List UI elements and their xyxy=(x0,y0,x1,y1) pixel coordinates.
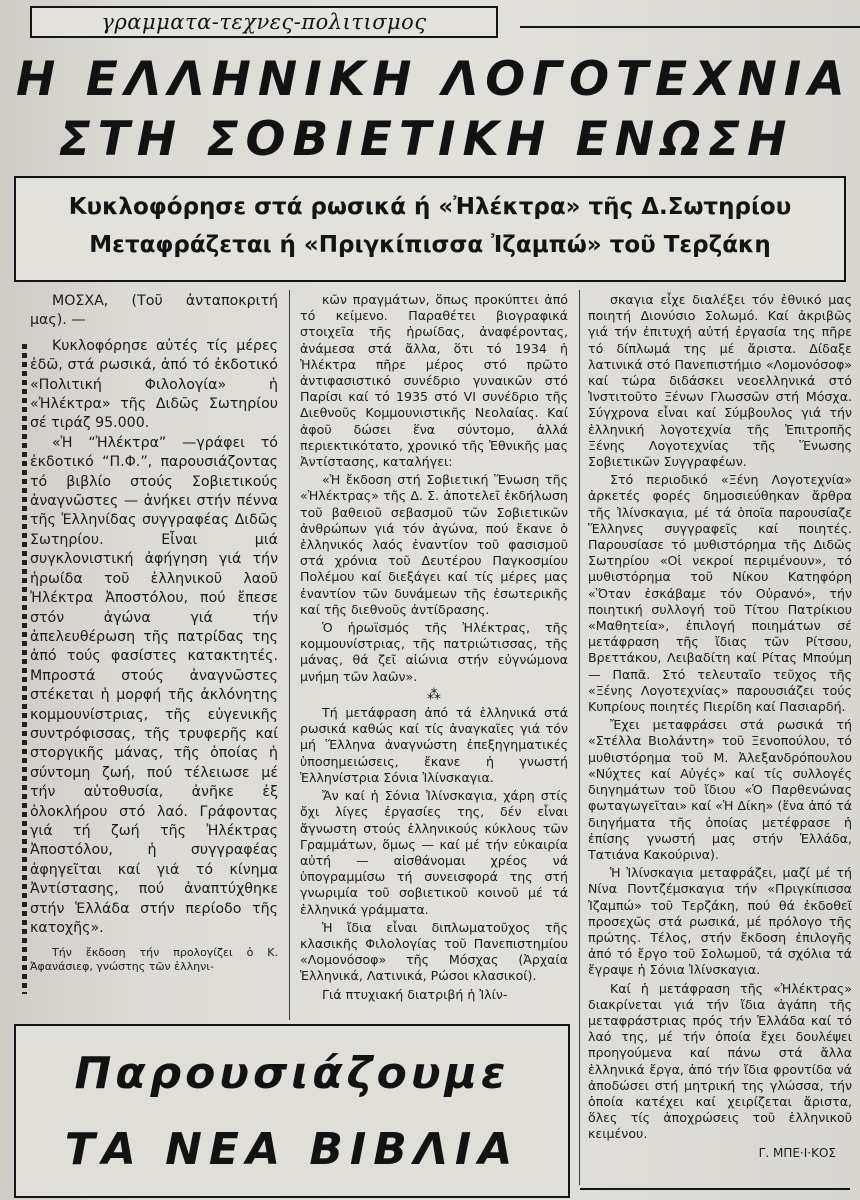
section-label: γραμματα-τεχνες-πολιτισμος xyxy=(30,6,498,38)
section-separator: ⁂ xyxy=(427,686,441,703)
column-rule-1 xyxy=(289,290,290,1020)
paragraph: Ἄν καί ἡ Σόνια Ἰλίνσκαγια, χάρη στίς ὄχι λίγες ἐργασίες της, δέν εἶναι ἄγνωστη στούς ἑλληνικούς κύκλους τῶν Γραμμάτων, ὅμως — καί μέ τήν εὐκαιρία αὐτή — αἰσθάνομαι χρέος νά ὑπογραμμίσω τή συνεισφορά της στή γνωριμία τοῦ σοβιετικοῦ κοινοῦ μέ τά ἑλληνικά γράμματα. xyxy=(300,788,568,917)
paragraph: Κυκλοφόρησε αὐτές τίς μέρες ἐδῶ, στά ρωσικά, ἀπό τό ἐκδοτικό «Πολιτική Φιλολογία» ἡ «Ἠλέκτρα» τῆς Διδῶς Σωτηρίου σέ τιράζ 95.000. xyxy=(30,337,278,432)
paragraph: Ἔχει μεταφράσει στά ρωσικά τή «Στέλλα Βιολάντη» τοῦ Ξενοπούλου, τό μυθιστόρημα τοῦ Μ. Ἀλεξανδρόπουλου «Νύχτες καί Αὐγές» καί τίς συλλογές διηγημάτων τοῦ ἴδιου «Ὁ Παρθενώνας φωταγωγεῖται» καί «Ἡ Δίκη» (ἕνα ἀπό τά διηγήματα τῆς ὁποίας μετέφρασε ἡ ἐπίσης γνωστή μας στήν Ἑλλάδα, Τατιάνα Κακούρινα). xyxy=(588,717,852,862)
quote-paragraph: «Ἡ ἔκδοση στή Σοβιετική Ἕνωση τῆς «Ἠλέκτρας» τῆς Δ. Σ. ἀποτελεῖ ἐκδήλωση τοῦ βαθειοῦ σεβασμοῦ τῶν Σοβιετικῶν ἀνθρώπων γιά τόν ἀγώνα, πού ἔκανε ὁ ἑλληνικός λαός ἐναντίον τοῦ φασισμοῦ στά χρόνια τοῦ Δευτέρου Παγκοσμίου Πολέμου καί διεξάγει καί τίς μέρες μας ἐναντίον τῶν δυνάμεων τῆς ἐσωτερικῆς καί τῆς διεθνοῦς ἀντίδρασης. xyxy=(300,472,568,617)
new-books-heading-1: Παρουσιάζουμε xyxy=(74,1048,510,1099)
paragraph: «Ἡ “Ἠλέκτρα” —γράφει τό ἐκδοτικό “Π.Φ.”, παρουσιάζοντας τό βιβλίο στούς Σοβιετικούς ἀναγνῶστες — ἀνήκει στήν πέννα τῆς Ἑλληνίδας συγγραφέας Διδῶς Σωτηρίου. Εἶναι μιά συγκλονιστική ἀφήγηση γιά τήν ἡρωίδα τοῦ ἑλληνικοῦ λαοῦ Ἠλέκτρα Ἀποστόλου, πού ἔπεσε στόν ἀγώνα γιά τήν ἀπελευθέρωση τῆς πατρίδας της ἀπό τούς φασίστες κατακτητές. Μπροστά στούς ἀναγνῶστες στέκεται ἡ μορφή τῆς ἀκλόνητης κομμουνίστριας, τῆς εὐγενικῆς συντρόφισσας, τῆς τρυφερῆς καί στοργικῆς μάνας, τῆς ὁποίας ἡ σύντομη ζωή, πού τέλειωσε μέ τήν αὐτοθυσία, ἀνῆκε ἐξ ὁλοκλήρου στό λαό. Γράφοντας γιά τή ζωή τῆς Ἠλέκτρας Ἀποστόλου, ἡ συγγραφέας ἀφηγεῖται καί γιά τό κίνημα Ἀντίστασης, πού ἀναπτύχθηκε στήν Ἑλλάδα στήν περίοδο τῆς κατοχῆς». xyxy=(30,434,278,936)
article-column-2 xyxy=(300,292,568,1040)
new-books-heading-2: ΤΑ ΝΕΑ ΒΙΒΛΙΑ xyxy=(64,1124,520,1175)
subheadline-line-1: Κυκλοφόρησε στά ρωσικά ή «Ἠλέκτρα» τῆς Δ.Σωτηρίου xyxy=(68,194,792,220)
dateline: ΜΟΣΧΑ, (Τοῦ ἀνταποκριτή μας). — xyxy=(30,293,278,329)
article-column-1 xyxy=(30,292,278,1012)
paragraph: Στό περιοδικό «Ξένη Λογοτεχνία» ἀρκετές φορές δημοσιεύθηκαν ἄρθρα τῆς Ἰλίνσκαγια, μέ τά ὁποῖα παρουσίαζε Ἕλληνες συγγραφεῖς καί ποιητές. Παρουσίασε τό μυθιστόρημα τῆς Διδῶς Σωτηρίου «Οἱ νεκροί περιμένουν», τό μυθιστόρημα τοῦ Νίκου Κατηφόρη «Ὅταν ἐσκάβαμε τόν Οὐρανό», τήν ποιητική συλλογή τοῦ Τίτου Πατρίκιου «Μαθητεία», ἐπιλογή ποιημάτων σέ μετάφραση τῆς ἴδιας τῶν Ρίτσου, Βρεττάκου, Λειβαδίτη καί Ρίτας Μπούμη — Παπᾶ. Στό τελευταῖο τεῦχος τῆς «Ξένης Λογοτεχνίας» παρουσιάζει τούς Κυπρίους ποιητές Πιερίδη καί Πασιαρδή. xyxy=(588,472,852,715)
dotted-margin-rule xyxy=(22,344,27,994)
subheadline-box xyxy=(14,176,846,282)
headline-line-2: ΣΤΗ ΣΟΒΙΕΤΙΚΗ ΕΝΩΣΗ xyxy=(58,112,794,167)
bottom-rule xyxy=(580,1188,850,1190)
paragraph: κῶν πραγμάτων, ὅπως προκύπτει ἀπό τό κείμενο. Παραθέτει βιογραφικά στοιχεῖα τῆς ἡρωίδας, ἀναφέροντας, ἀνάμεσα στά ἄλλα, ὅτι τό 1934 ἡ Ἠλέκτρα πῆρε μέρος στό πρῶτο ἀντιφασιστικό συνέδριο γυναικῶν στό Παρίσι καί τό 1935 στό VI συνέδριο τῆς Διεθνοῦς Κομμουνιστικῆς Νεολαίας. Καί ἀφοῦ δώσει ἕνα σύντομο, ἀλλά περιεκτικότατο, χρονικό τῆς Ἐθνικῆς μας Ἀντίστασης, καταλήγει: xyxy=(300,292,568,470)
paragraph: Τή μετάφραση ἀπό τά ἑλληνικά στά ρωσικά καθώς καί τίς ἀναγκαῖες γιά τόν μή Ἕλληνα ἀναγνώστη ἐπεξηγηματικές ὑποσημειώσεις, ἔκανε ἡ γνωστή Ἑλληνίστρια Σόνια Ἰλίνσκαγια. xyxy=(300,705,568,785)
top-rule xyxy=(520,26,860,28)
article-column-3 xyxy=(588,292,852,1188)
new-books-box xyxy=(14,1024,570,1198)
column-rule-2 xyxy=(579,290,580,1185)
paragraph: Ἡ Ἰλίνσκαγια μεταφράζει, μαζί μέ τή Νίνα Ποντζέμσκαγια τήν «Πριγκίπισσα Ἰζαμπώ» τοῦ Τερζάκη, πού θά ἐκδοθεῖ προσεχῶς στά ρωσικά, μέ πρόλογο τῆς πρώτης. Τέλος, στήν ἔκδοση ἐπιλογῆς ἀπό τό ἔργο τοῦ Σολωμοῦ, τά σχόλια τά ἔγραψε ἡ Σόνια Ἰλίνσκαγια. xyxy=(588,865,852,978)
paragraph: Καί ἡ μετάφραση τῆς «Ἠλέκτρας» διακρίνεται γιά τήν ἴδια ἀγάπη τῆς μεταφράστριας πρός τήν Ἑλλάδα καί τό λαό της, μέ τήν ὁποία ἔχει δουλέψει προηγούμενα καί πάνω στά ἄλλα ἑλληνικά ἔργα, ἀπό τήν ἴδια φροντίδα νά ἀποδώσει στή μητρική της γλώσσα, τήν ὁποία κατέχει καί χειρίζεται ἄριστα, ὅλες τίς ἀποχρώσεις τοῦ ἑλληνικοῦ κειμένου. xyxy=(588,980,852,1142)
paragraph: Γιά πτυχιακή διατριβή ἡ Ἰλίν- xyxy=(322,986,508,1002)
paragraph: Τήν ἔκδοση τήν προλογίζει ὁ Κ. Ἀφανάσιεφ, γνώστης τῶν ἑλληνι- xyxy=(30,946,278,974)
author-signature: Γ. ΜΠΕ·Ι·ΚΟΣ xyxy=(758,1145,836,1160)
paragraph: Ἡ ἴδια εἶναι διπλωματοῦχος τῆς κλασικῆς Φιλολογίας τοῦ Πανεπιστημίου «Λομονόσοφ» τῆς Μόσχας (Ἀρχαία Ἑλληνικά, Λατινικά, Ρώσοι κλασικοί). xyxy=(300,919,568,984)
subheadline-line-2: Μεταφράζεται ή «Πριγκίπισσα Ἰζαμπώ» τοῦ Τερζάκη xyxy=(89,232,771,258)
quote-paragraph: Ὁ ἡρωϊσμός τῆς Ἠλέκτρας, τῆς κομμουνίστριας, τῆς πατριώτισσας, τῆς μάνας, θά ζεῖ αἰώνια στήν εὐγνώμονα μνήμη τῶν λαῶν». xyxy=(300,620,568,684)
headline-line-1: Η ΕΛΛΗΝΙΚΗ ΛΟΓΟΤΕΧΝΙΑ xyxy=(16,52,852,107)
paragraph: σκαγια εἶχε διαλέξει τόν ἐθνικό μας ποιητή Διονύσιο Σολωμό. Καί ἀκριβῶς γιά τήν ἐπιτυχή αὐτή ἐργασία της πῆρε τό δίπλωμά της μέ ἄριστα. Δίδαξε λατινικά στό Πανεπιστήμιο «Λομονόσοφ» καί τώρα διδάσκει νεοελληνικά στό Ἰνστιτοῦτο Ξένων Γλωσσῶν στή Μόσχα. Σύγχρονα εἶναι καί Σύμβουλος γιά τήν ἑλληνική λογοτεχνία τῆς Ἐπιτροπῆς Ξένης Λογοτεχνίας τῆς Ἕνωσης Σοβιετικῶν Συγγραφέων. xyxy=(588,292,852,470)
